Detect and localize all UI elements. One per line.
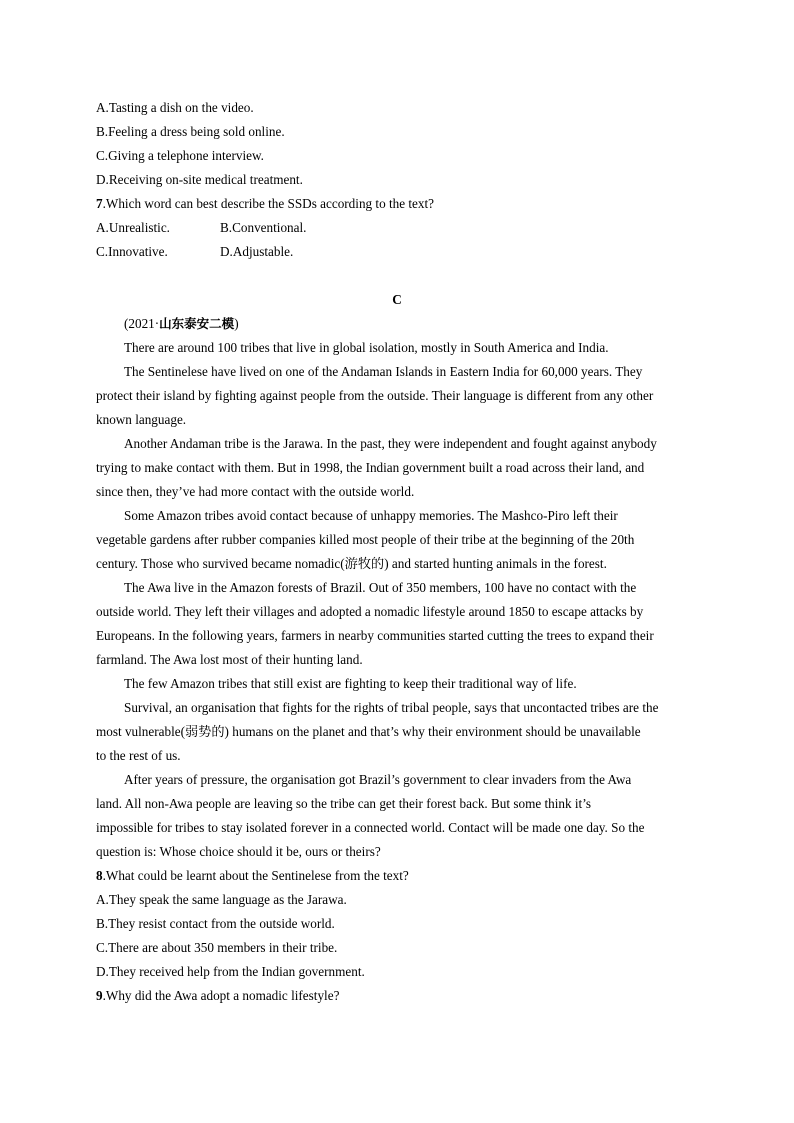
passage-line: most vulnerable(弱势的) humans on the planet and that’s why their environment should be unavailable: [96, 724, 641, 739]
passage-line: century. Those who survived became nomadic(游牧的) and started hunting animals in the forest.: [96, 556, 607, 571]
passage-line: The Awa live in the Amazon forests of Brazil. Out of 350 members, 100 have no contact with the: [124, 580, 637, 595]
q6-option-a: A.Tasting a dish on the video.: [96, 100, 254, 115]
q6-option-b: B.Feeling a dress being sold online.: [96, 124, 285, 139]
q7-stem: [96, 195, 434, 213]
q7-text: .Which word can best describe the SSDs according to the text?: [102, 196, 435, 211]
q7-option-a: A.Unrealistic.: [96, 220, 170, 235]
passage-line: Another Andaman tribe is the Jarawa. In the past, they were independent and fought against anybody: [124, 436, 657, 451]
passage-line: Survival, an organisation that fights for the rights of tribal people, says that uncontacted tribes are the: [124, 700, 659, 715]
passage-line: farmland. The Awa lost most of their hunting land.: [96, 652, 363, 667]
q7-options-row-1: [96, 219, 307, 237]
passage-source: [124, 315, 239, 333]
q9-text: .Why did the Awa adopt a nomadic lifestyle?: [102, 988, 340, 1003]
passage-line: vegetable gardens after rubber companies killed most people of their tribe at the beginning of the 20th: [96, 532, 635, 547]
source-name: 山东泰安二模: [159, 316, 235, 331]
q7-options-row-2: [96, 243, 294, 261]
q8-option-b: B.They resist contact from the outside world.: [96, 916, 335, 931]
passage-line: Europeans. In the following years, farmers in nearby communities started cutting the trees to expand their: [96, 628, 654, 643]
q8-number: 8: [96, 868, 103, 883]
passage-line: question is: Whose choice should it be, ours or theirs?: [96, 844, 381, 859]
q8-text: .What could be learnt about the Sentinelese from the text?: [102, 868, 409, 883]
passage-line: impossible for tribes to stay isolated forever in a connected world. Contact will be made one day. So the: [96, 820, 645, 835]
passage-line: since then, they’ve had more contact with the outside world.: [96, 484, 415, 499]
q8-option-a: A.They speak the same language as the Jarawa.: [96, 892, 347, 907]
passage-line: trying to make contact with them. But in 1998, the Indian government built a road across their land, and: [96, 460, 645, 475]
q7-number: 7: [96, 196, 103, 211]
passage-line: to the rest of us.: [96, 748, 181, 763]
passage-line: Some Amazon tribes avoid contact because of unhappy memories. The Mashco-Piro left their: [124, 508, 618, 523]
passage-line: land. All non-Awa people are leaving so the tribe can get their forest back. But some think it’s: [96, 796, 592, 811]
q7-option-b: B.Conventional.: [220, 220, 307, 235]
passage-line: The few Amazon tribes that still exist are fighting to keep their traditional way of life.: [124, 676, 577, 691]
section-heading: C: [392, 292, 402, 307]
passage-line: The Sentinelese have lived on one of the Andaman Islands in Eastern India for 60,000 years. They: [124, 364, 643, 379]
q7-option-c: C.Innovative.: [96, 244, 168, 259]
passage-line: known language.: [96, 412, 187, 427]
q8-option-c: C.There are about 350 members in their tribe.: [96, 940, 338, 955]
q9-number: 9: [96, 988, 103, 1003]
q6-option-d: D.Receiving on-site medical treatment.: [96, 172, 303, 187]
passage-line: outside world. They left their villages and adopted a nomadic lifestyle around 1850 to escape attacks by: [96, 604, 644, 619]
source-suffix: ): [234, 316, 239, 331]
q7-option-d: D.Adjustable.: [220, 244, 294, 259]
passage-line: There are around 100 tribes that live in global isolation, mostly in South America and India.: [124, 340, 609, 355]
q6-option-c: C.Giving a telephone interview.: [96, 148, 264, 163]
q8-stem: [96, 867, 409, 885]
passage-line: protect their island by fighting against people from the outside. Their language is different from any other: [96, 388, 654, 403]
q8-option-d: D.They received help from the Indian government.: [96, 964, 365, 979]
source-prefix: (2021·: [124, 316, 160, 331]
q9-stem: [96, 987, 339, 1005]
passage-line: After years of pressure, the organisation got Brazil’s government to clear invaders from the Awa: [124, 772, 632, 787]
